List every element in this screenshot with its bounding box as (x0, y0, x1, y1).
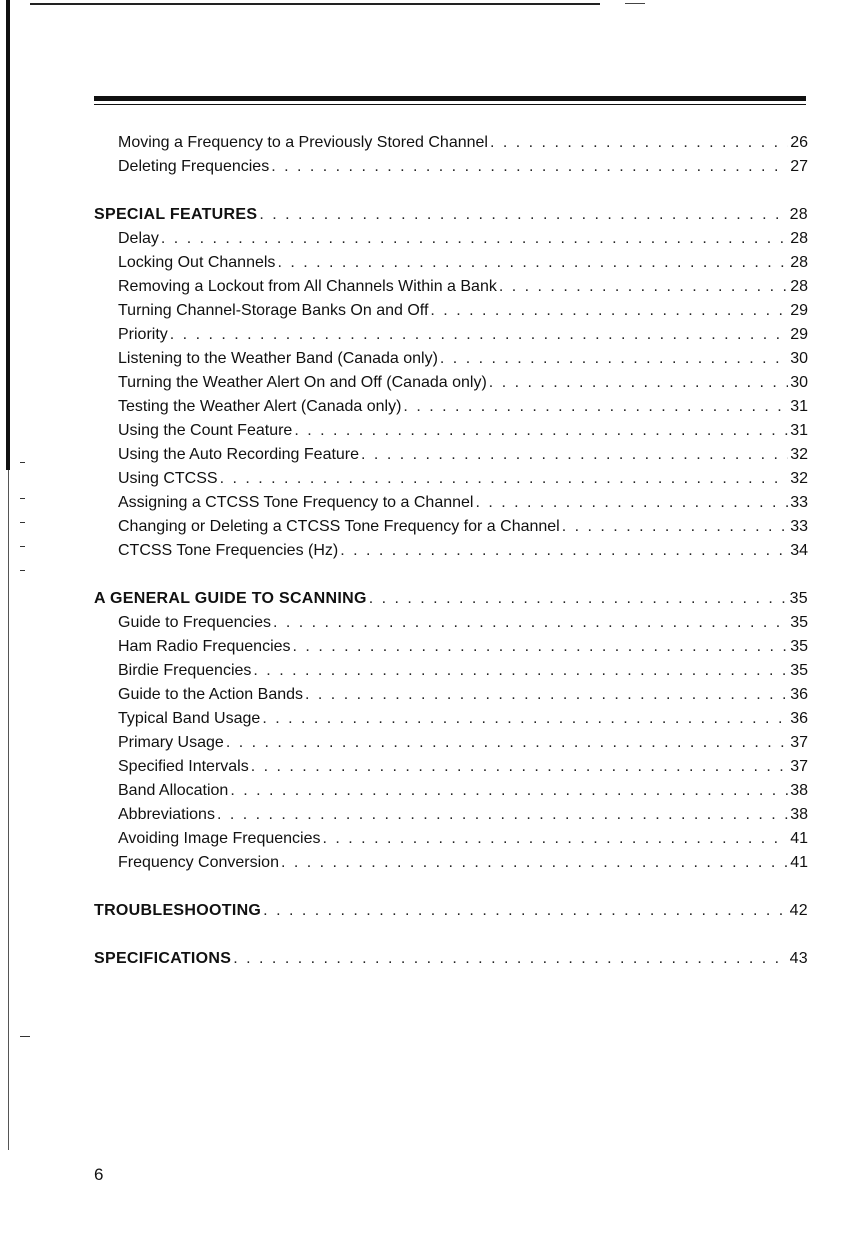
toc-entry[interactable] (94, 707, 808, 731)
dot-leader (262, 707, 788, 731)
dot-leader (253, 659, 788, 683)
toc-entry-page: 27 (790, 158, 808, 175)
dot-leader (323, 827, 789, 851)
toc-entry[interactable] (94, 659, 808, 683)
toc-entry[interactable] (94, 467, 808, 491)
dot-leader (281, 851, 788, 875)
toc-entry[interactable] (94, 683, 808, 707)
toc-entry-page: 32 (790, 446, 808, 463)
scan-edge-top (30, 3, 600, 5)
toc-entry-title: Testing the Weather Alert (Canada only) (118, 398, 402, 415)
header-rule-thin (94, 104, 806, 105)
toc-entry-title: Frequency Conversion (118, 854, 279, 871)
dot-leader (499, 275, 788, 299)
dot-leader (305, 683, 788, 707)
toc-entry-title: Using the Count Feature (118, 422, 293, 439)
header-rule (94, 96, 806, 101)
dot-leader (230, 779, 788, 803)
toc-entry[interactable] (94, 299, 808, 323)
toc-entry-title: Ham Radio Frequencies (118, 638, 291, 655)
dot-leader (430, 299, 788, 323)
scan-tick (20, 522, 25, 523)
toc-entry-title: Birdie Frequencies (118, 662, 252, 679)
table-of-contents (94, 131, 808, 971)
dot-leader (263, 899, 787, 923)
toc-entry-page: 37 (790, 734, 808, 751)
toc-entry-title: Typical Band Usage (118, 710, 261, 727)
toc-entry-title: Band Allocation (118, 782, 229, 799)
toc-section-title: SPECIFICATIONS (94, 950, 232, 967)
toc-entry-page: 26 (790, 134, 808, 151)
toc-entry[interactable] (94, 155, 808, 179)
toc-entry-page: 35 (790, 662, 808, 679)
dot-leader (220, 467, 789, 491)
toc-entry-page: 36 (790, 710, 808, 727)
dot-leader (170, 323, 788, 347)
toc-entry-page: 28 (790, 230, 808, 247)
toc-entry[interactable] (94, 347, 808, 371)
toc-entry[interactable] (94, 251, 808, 275)
toc-section-special-features[interactable] (94, 203, 808, 227)
toc-section-title: TROUBLESHOOTING (94, 902, 262, 919)
toc-entry-page: 33 (790, 518, 808, 535)
toc-entry-title: Moving a Frequency to a Previously Stored Channel (118, 134, 488, 151)
dot-leader (562, 515, 788, 539)
dot-leader (277, 251, 788, 275)
toc-entry-page: 30 (790, 350, 808, 367)
toc-entry[interactable] (94, 227, 808, 251)
toc-entry-title: Removing a Lockout from All Channels Within a Bank (118, 278, 497, 295)
toc-entry-page: 31 (790, 422, 808, 439)
toc-section-title: A GENERAL GUIDE TO SCANNING (94, 590, 367, 607)
toc-entry-title: Primary Usage (118, 734, 224, 751)
toc-entry[interactable] (94, 275, 808, 299)
toc-entry-page: 35 (790, 638, 808, 655)
toc-entry-page: 28 (790, 254, 808, 271)
toc-entry[interactable] (94, 539, 808, 563)
toc-entry-page: 29 (790, 302, 808, 319)
toc-section-page: 43 (789, 950, 808, 967)
dot-leader (233, 947, 787, 971)
dot-leader (217, 803, 788, 827)
toc-entry-title: Listening to the Weather Band (Canada only) (118, 350, 438, 367)
toc-entry[interactable] (94, 611, 808, 635)
toc-entry[interactable] (94, 803, 808, 827)
toc-entry-page: 41 (790, 854, 808, 871)
toc-entry-title: Turning the Weather Alert On and Off (Canada only) (118, 374, 487, 391)
toc-entry-title: Priority (118, 326, 168, 343)
dot-leader (226, 731, 788, 755)
toc-entry-page: 35 (790, 614, 808, 631)
scan-edge-top-mark (625, 3, 645, 4)
toc-entry[interactable] (94, 371, 808, 395)
toc-entry-page: 29 (790, 326, 808, 343)
dot-leader (293, 635, 789, 659)
toc-entry-title: Avoiding Image Frequencies (118, 830, 321, 847)
toc-entry-page: 41 (790, 830, 808, 847)
toc-entry-title: Changing or Deleting a CTCSS Tone Frequency for a Channel (118, 518, 560, 535)
toc-section-troubleshooting[interactable] (94, 899, 808, 923)
toc-entry-page: 36 (790, 686, 808, 703)
toc-entry[interactable] (94, 731, 808, 755)
toc-entry[interactable] (94, 443, 808, 467)
toc-section-specifications[interactable] (94, 947, 808, 971)
toc-entry-title: Specified Intervals (118, 758, 249, 775)
scan-edge-left (6, 0, 10, 470)
dot-leader (340, 539, 788, 563)
toc-entry-title: Abbreviations (118, 806, 215, 823)
scan-tick (20, 1036, 30, 1037)
toc-entry-title: Guide to the Action Bands (118, 686, 304, 703)
dot-leader (273, 611, 788, 635)
toc-entry[interactable] (94, 323, 808, 347)
toc-entry-title: Turning Channel-Storage Banks On and Off (118, 302, 429, 319)
toc-entry[interactable] (94, 515, 808, 539)
toc-entry-page: 32 (790, 470, 808, 487)
dot-leader (403, 395, 788, 419)
toc-entry-title: Assigning a CTCSS Tone Frequency to a Channel (118, 494, 474, 511)
toc-entry-title: CTCSS Tone Frequencies (Hz) (118, 542, 339, 559)
toc-section-page: 35 (789, 590, 808, 607)
toc-entry-page: 37 (790, 758, 808, 775)
scan-tick (20, 462, 25, 463)
scan-tick (20, 546, 25, 547)
toc-section-title: SPECIAL FEATURES (94, 206, 258, 223)
toc-entry-title: Using the Auto Recording Feature (118, 446, 360, 463)
toc-entry[interactable] (94, 131, 808, 155)
dot-leader (369, 587, 788, 611)
toc-entry-page: 38 (790, 782, 808, 799)
page-number: 6 (94, 1165, 104, 1184)
dot-leader (251, 755, 788, 779)
scan-tick (20, 498, 25, 499)
dot-leader (490, 131, 788, 155)
toc-entry[interactable] (94, 779, 808, 803)
toc-section-page: 42 (789, 902, 808, 919)
dot-leader (440, 347, 788, 371)
toc-entry-title: Locking Out Channels (118, 254, 276, 271)
toc-entry[interactable] (94, 419, 808, 443)
toc-entry-page: 34 (790, 542, 808, 559)
scan-tick (20, 570, 25, 571)
dot-leader (294, 419, 788, 443)
toc-section-scanning-guide[interactable] (94, 587, 808, 611)
toc-entry[interactable] (94, 755, 808, 779)
dot-leader (271, 155, 788, 179)
dot-leader (475, 491, 788, 515)
toc-entry-title: Guide to Frequencies (118, 614, 271, 631)
dot-leader (161, 227, 788, 251)
toc-entry-page: 28 (790, 278, 808, 295)
toc-entry[interactable] (94, 635, 808, 659)
toc-entry[interactable] (94, 827, 808, 851)
scan-edge-left-faint (8, 470, 9, 1150)
toc-entry-title: Deleting Frequencies (118, 158, 270, 175)
toc-entry[interactable] (94, 395, 808, 419)
toc-entry-page: 31 (790, 398, 808, 415)
toc-entry-page: 30 (790, 374, 808, 391)
toc-entry-title: Delay (118, 230, 159, 247)
dot-leader (361, 443, 788, 467)
toc-entry-page: 33 (790, 494, 808, 511)
toc-entry[interactable] (94, 491, 808, 515)
dot-leader (259, 203, 787, 227)
toc-entry-title: Using CTCSS (118, 470, 218, 487)
toc-section-page: 28 (789, 206, 808, 223)
dot-leader (489, 371, 788, 395)
toc-entry-page: 38 (790, 806, 808, 823)
toc-entry[interactable] (94, 851, 808, 875)
